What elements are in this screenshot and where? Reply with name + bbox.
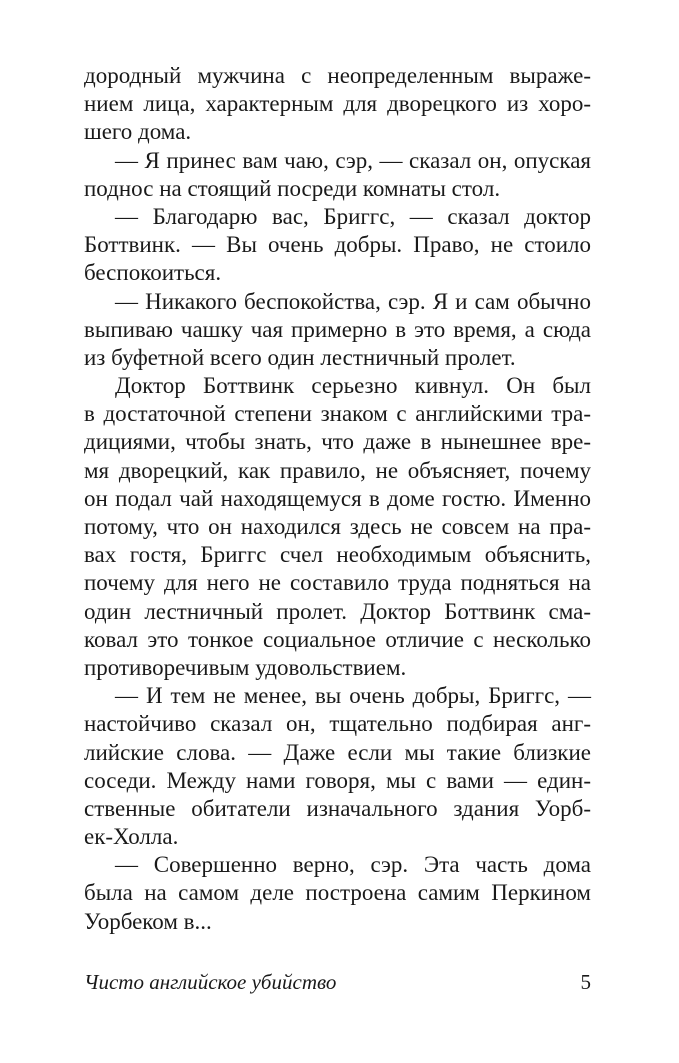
- book-page-text: [84, 62, 591, 936]
- text-line: выпиваю чашку чая примерно в это время, а сюда: [84, 316, 591, 342]
- text-line: дородный мужчина с неопределенным выраже-: [84, 63, 591, 88]
- text-line: в достаточной степени знаком с английскими тра-: [84, 401, 591, 427]
- text-line: один лестничный пролет. Доктор Боттвинк сма-: [84, 598, 591, 624]
- text-line: соседи. Между нами говоря, мы с вами — един-: [84, 767, 591, 793]
- text-line: ковал это тонкое социальное отличие с несколько: [84, 626, 591, 652]
- text-line: он подал чай находящемуся в доме гостю. Именно: [84, 485, 591, 511]
- text-line: — Совершенно верно, сэр. Эта часть дома: [115, 852, 591, 878]
- text-line: Боттвинк. — Вы очень добры. Право, не стоило: [84, 232, 591, 258]
- running-title: Чисто английское убийство: [84, 970, 337, 994]
- text-line: вах гостя, Бриггс счел необходимым объяснить,: [84, 542, 591, 568]
- text-line: потому, что он находился здесь не совсем на пра-: [84, 514, 591, 539]
- text-line: Доктор Боттвинк серьезно кивнул. Он был: [115, 373, 591, 399]
- text-line: Уорбеком в...: [84, 908, 212, 934]
- text-line: из буфетной всего один лестничный пролет.: [84, 344, 516, 370]
- text-line: лийские слова. — Даже если мы такие близкие: [84, 739, 591, 765]
- text-line: почему для него не составило труда подняться на: [84, 570, 591, 596]
- text-line: беспокоиться.: [84, 260, 222, 286]
- text-line: нием лица, характерным для дворецкого из хоро-: [84, 91, 591, 117]
- text-line: — Благодарю вас, Бриггс, — сказал доктор: [115, 203, 591, 229]
- text-line: — Я принес вам чаю, сэр, — сказал он, опуская: [115, 147, 591, 173]
- text-line: — Никакого беспокойства, сэр. Я и сам обычно: [115, 288, 591, 314]
- page-number: 5: [580, 970, 591, 994]
- text-line: ственные обитатели изначального здания Уорб-: [84, 795, 591, 821]
- text-line: была на самом деле построена самим Перкином: [84, 880, 591, 906]
- text-line: противоречивым удовольствием.: [84, 654, 407, 680]
- page-footer: [84, 968, 591, 996]
- text-line: поднос на стоящий посреди комнаты стол.: [84, 175, 501, 201]
- text-line: — И тем не менее, вы очень добры, Бриггс, —: [115, 683, 591, 709]
- text-line: ек-Холла.: [84, 824, 179, 850]
- text-line: дициями, чтобы знать, что даже в нынешнее вре-: [84, 429, 591, 455]
- text-line: шего дома.: [84, 119, 192, 145]
- text-line: настойчиво сказал он, тщательно подбирая анг-: [84, 711, 591, 737]
- text-line: мя дворецкий, как правило, не объясняет, почему: [84, 457, 591, 483]
